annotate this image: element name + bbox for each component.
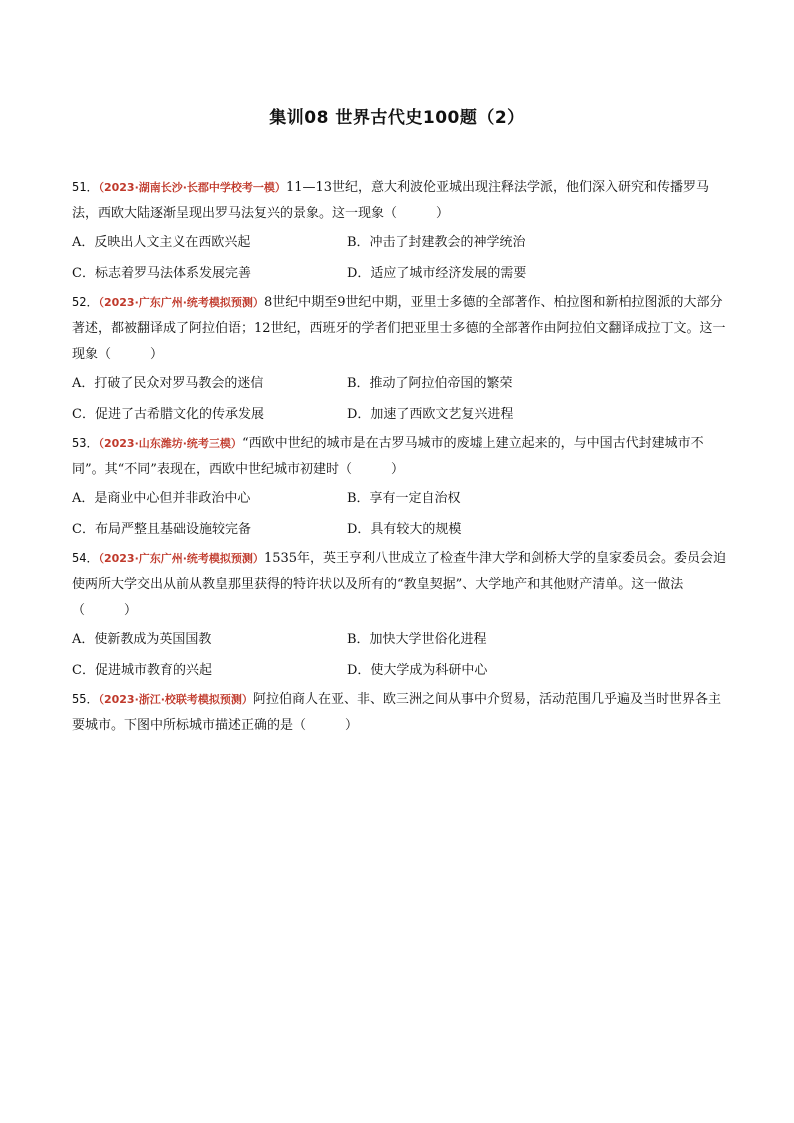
question-source: （2023·浙江·校联考模拟预测） — [98, 693, 253, 706]
option-d: D．适应了城市经济发展的需要 — [347, 266, 527, 281]
option-c: C．标志着罗马法体系发展完善 — [72, 266, 251, 281]
option-a: A．使新教成为英国国教 — [72, 632, 212, 647]
question-stem — [72, 430, 732, 483]
question-54 — [72, 545, 732, 686]
question-source: （2023·湖南长沙·长郡中学校考一模） — [98, 181, 286, 194]
question-stem — [72, 686, 732, 739]
question-number: 52． — [72, 295, 99, 309]
question-source: （2023·广东广州·统考模拟预测） — [98, 296, 264, 309]
option-grid — [72, 368, 732, 430]
option-grid — [72, 624, 732, 686]
option-grid — [72, 227, 732, 289]
option-a: A．打破了民众对罗马教会的迷信 — [72, 376, 264, 391]
question-number: 51． — [72, 180, 99, 194]
question-source: （2023·广东广州·统考模拟预测） — [98, 552, 264, 565]
question-number: 55． — [72, 692, 99, 706]
option-d: D．使大学成为科研中心 — [347, 663, 488, 678]
question-55 — [72, 686, 732, 739]
question-text: 8世纪中期至9世纪中期，亚里士多德的全部著作、柏拉图和新柏拉图派的大部分著述，都被翻译成了阿拉伯语；12世纪，西班牙的学者们把亚里士多德的全部著作由阿拉伯文翻译成拉丁文。这一现象（ ） — [72, 295, 726, 362]
option-b: B．推动了阿拉伯帝国的繁荣 — [347, 376, 513, 391]
option-d: D．加速了西欧文艺复兴进程 — [347, 407, 514, 422]
question-text: 11—13世纪，意大利波伦亚城出现注释法学派，他们深入研究和传播罗马法，西欧大陆逐渐呈现出罗马法复兴的景象。这一现象（ ） — [72, 180, 710, 221]
question-list — [72, 174, 732, 739]
option-b: B．加快大学世俗化进程 — [347, 632, 487, 647]
option-b: B．冲击了封建教会的神学统治 — [347, 235, 526, 250]
option-grid — [72, 483, 732, 545]
question-number: 53． — [72, 436, 99, 450]
option-b: B．享有一定自治权 — [347, 491, 461, 506]
question-stem — [72, 289, 732, 368]
question-52 — [72, 289, 732, 430]
question-text: 阿拉伯商人在亚、非、欧三洲之间从事中介贸易，活动范围几乎遍及当时世界各主要城市。下图中所标城市描述正确的是（ ） — [72, 692, 721, 733]
option-c: C．促进城市教育的兴起 — [72, 663, 212, 678]
option-d: D．具有较大的规模 — [347, 522, 462, 537]
page-title: 集训08 世界古代史100题（2） — [269, 108, 525, 128]
option-a: A．反映出人文主义在西欧兴起 — [72, 235, 251, 250]
option-c: C．促进了古希腊文化的传承发展 — [72, 407, 264, 422]
question-number: 54． — [72, 551, 99, 565]
question-stem — [72, 545, 732, 624]
question-53 — [72, 430, 732, 545]
option-c: C．布局严整且基础设施较完备 — [72, 522, 251, 537]
option-a: A．是商业中心但并非政治中心 — [72, 491, 251, 506]
question-text: “西欧中世纪的城市是在古罗马城市的废墟上建立起来的，与中国古代封建城市不同”。其“不同”表现在，西欧中世纪城市初建时（ ） — [72, 436, 704, 477]
question-stem — [72, 174, 732, 227]
question-text: 1535年，英王亨利八世成立了检查牛津大学和剑桥大学的皇家委员会。委员会迫使两所大学交出从前从教皇那里获得的特许状以及所有的“教皇契据”、大学地产和其他财产清单。这一做法（ ） — [72, 551, 727, 618]
question-51 — [72, 174, 732, 289]
question-source: （2023·山东潍坊·统考三模） — [98, 437, 242, 450]
